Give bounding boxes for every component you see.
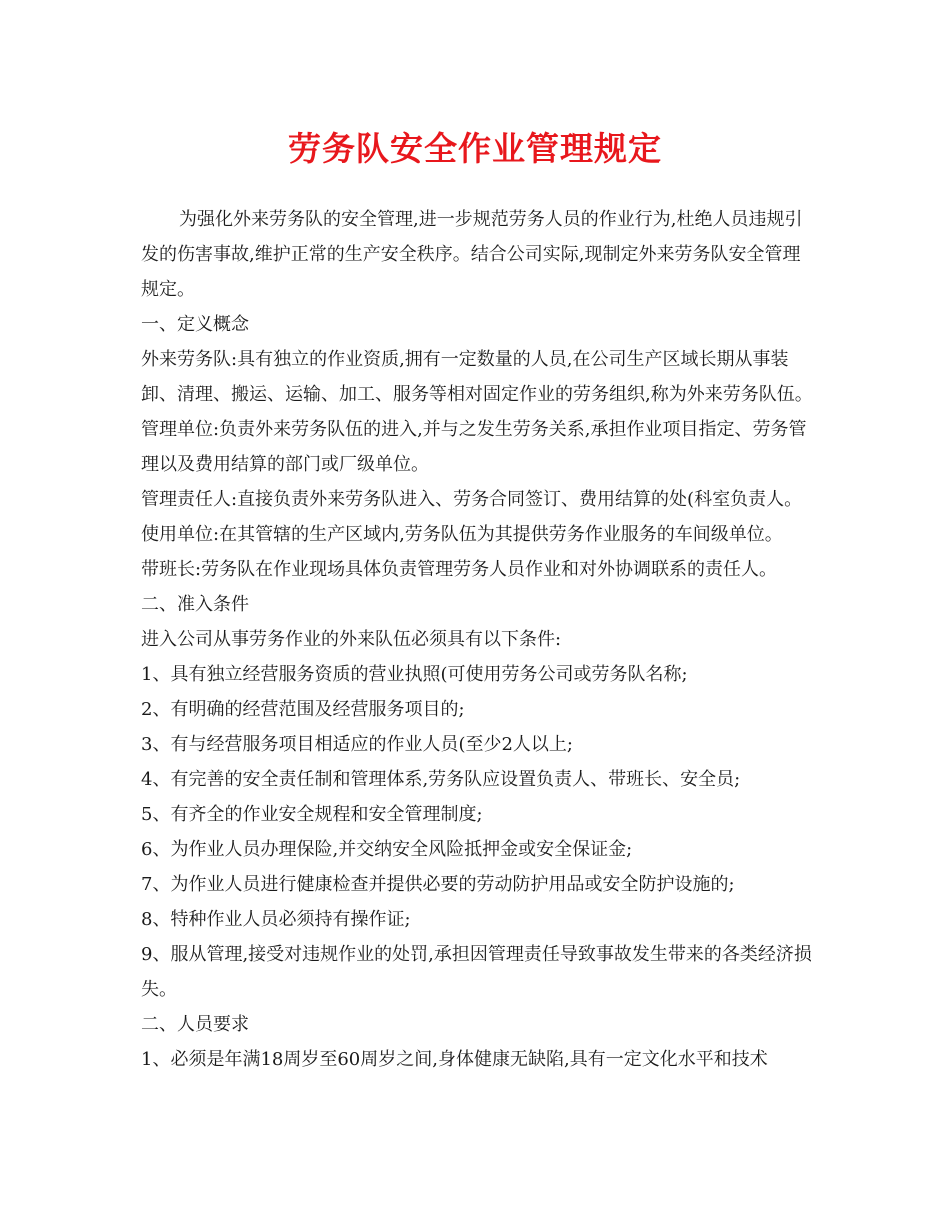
admission-list-item: 6、为作业人员办理保险,并交纳安全风险抵押金或安全保证金; xyxy=(141,839,633,860)
intro-paragraph: 为强化外来劳务队的安全管理,进一步规范劳务人员的作业行为,杜绝人员违规引发的伤害事故,维护正常的生产安全秩序。结合公司实际,现制定外来劳务队安全管理规定。 xyxy=(141,209,803,300)
document-body xyxy=(141,202,813,1077)
admission-list-item: 2、有明确的经营范围及经营服务项目的; xyxy=(141,699,465,720)
admission-list-item: 9、服从管理,接受对违规作业的处罚,承担因管理责任导致事故发生带来的各类经济损失。 xyxy=(141,944,812,1000)
definition-paragraph: 管理单位:负责外来劳务队伍的进入,并与之发生劳务关系,承担作业项目指定、劳务管理以及费用结算的部门或厂级单位。 xyxy=(141,419,807,475)
definition-paragraph: 外来劳务队:具有独立的作业资质,拥有一定数量的人员,在公司生产区域长期从事装卸、清理、搬运、运输、加工、服务等相对固定作业的劳务组织,称为外来劳务队伍。 xyxy=(141,349,813,405)
admission-list-item: 3、有与经营服务项目相适应的作业人员(至少2人以上; xyxy=(141,734,573,755)
admission-list-item: 5、有齐全的作业安全规程和安全管理制度; xyxy=(141,804,483,825)
admission-list-item: 1、具有独立经营服务资质的营业执照(可使用劳务公司或劳务队名称; xyxy=(141,664,688,685)
admission-list-item: 7、为作业人员进行健康检查并提供必要的劳动防护用品或安全防护设施的; xyxy=(141,874,735,895)
definition-paragraph: 管理责任人:直接负责外来劳务队进入、劳务合同签订、费用结算的处(科室负责人。 xyxy=(141,489,803,510)
document-title: 劳务队安全作业管理规定 xyxy=(288,129,662,168)
admission-list-item: 4、有完善的安全责任制和管理体系,劳务队应设置负责人、带班长、安全员; xyxy=(141,769,741,790)
section-heading-personnel: 二、人员要求 xyxy=(141,1014,249,1035)
definition-paragraph: 使用单位:在其管辖的生产区域内,劳务队伍为其提供劳务作业服务的车间级单位。 xyxy=(141,524,783,545)
admission-list-item: 8、特种作业人员必须持有操作证; xyxy=(141,909,411,930)
definition-paragraph: 带班长:劳务队在作业现场具体负责管理劳务人员作业和对外协调联系的责任人。 xyxy=(141,559,778,580)
section-heading-admission: 二、准入条件 xyxy=(141,594,249,615)
admission-lead-paragraph: 进入公司从事劳务作业的外来队伍必须具有以下条件: xyxy=(141,629,562,650)
section-heading-definitions: 一、定义概念 xyxy=(141,314,249,335)
personnel-list-item: 1、必须是年满18周岁至60周岁之间,身体健康无缺陷,具有一定文化水平和技术 xyxy=(141,1049,768,1070)
